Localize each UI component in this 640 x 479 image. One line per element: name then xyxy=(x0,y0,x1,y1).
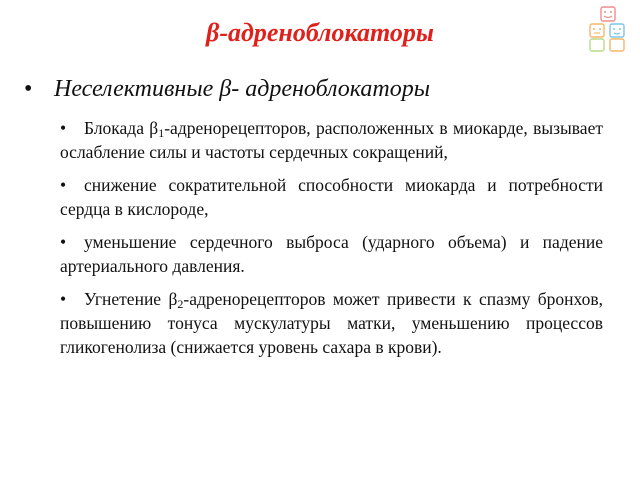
item-subscript: 2 xyxy=(177,297,184,311)
list-item xyxy=(60,173,603,221)
list-bullet: • xyxy=(60,118,67,138)
heading-bullet: • xyxy=(24,76,33,102)
item-text: уменьшение сердечного выброса (ударного объема) и падение артериального давления. xyxy=(60,232,603,276)
item-text-start: Угнетение β xyxy=(84,289,178,309)
list-item xyxy=(60,287,603,359)
bullet-list xyxy=(60,116,603,368)
item-text: снижение сократительной способности миокарда и потребности сердца в кислороде, xyxy=(60,175,603,219)
item-text-end: -адренорецепторов, расположенных в миокарде, вызывает ослабление силы и частоты сердечных сокращений, xyxy=(60,118,603,162)
list-item xyxy=(60,230,603,278)
list-bullet: • xyxy=(60,289,67,309)
item-subscript: 1 xyxy=(158,126,165,140)
slide-title: β-адреноблокаторы xyxy=(206,18,434,47)
list-bullet: • xyxy=(60,175,67,195)
section-heading xyxy=(24,76,614,103)
smiley-faces-logo-icon xyxy=(584,6,632,52)
list-bullet: • xyxy=(60,232,67,252)
item-text-start: Блокада β xyxy=(84,118,159,138)
list-item xyxy=(60,116,603,164)
heading-text: Неселективные β- адреноблокаторы xyxy=(54,76,431,102)
item-text-end: -адренорецепторов может привести к спазму бронхов, повышению тонуса мускулатуры матки, уменьшению процессов гликогенолиза (снижается уровень сахара в крови). xyxy=(60,289,603,357)
